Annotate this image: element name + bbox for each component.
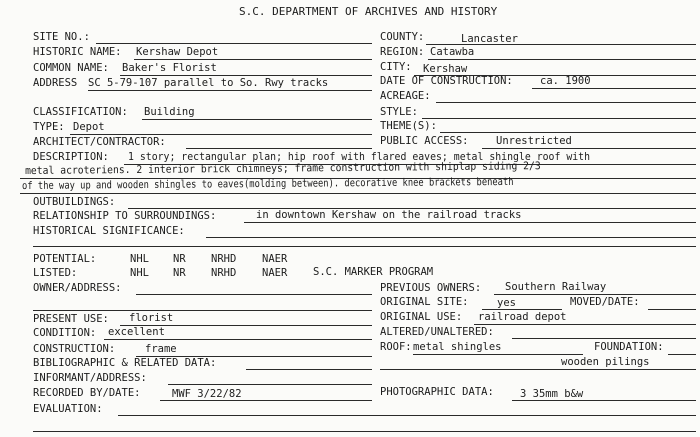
public-access-label: PUBLIC ACCESS:: [380, 135, 469, 147]
address-label: ADDRESS: [33, 77, 78, 89]
type-label: TYPE:: [33, 121, 65, 133]
county-line: [426, 44, 696, 45]
recorded-by-label: RECORDED BY/DATE:: [33, 387, 141, 399]
construction-value: frame: [145, 343, 177, 355]
listed-label: LISTED:: [33, 267, 78, 279]
photographic-data-value: 3 35mm b&w: [520, 388, 584, 400]
historical-significance-line-2: [33, 246, 696, 247]
classification-value: Building: [144, 106, 195, 118]
marker-program-label: S.C. MARKER PROGRAM: [313, 266, 434, 278]
present-use-label: PRESENT USE:: [33, 313, 109, 325]
common-name-line: [120, 75, 372, 76]
potential-code-nr: NR: [173, 253, 186, 265]
style-line: [422, 118, 696, 119]
classification-label: CLASSIFICATION:: [33, 106, 128, 118]
condition-label: CONDITION:: [33, 327, 97, 339]
relationship-value: in downtown Kershaw on the railroad tracks: [256, 209, 522, 221]
moved-date-label: MOVED/DATE:: [570, 296, 640, 308]
architect-label: ARCHITECT/CONTRACTOR:: [33, 136, 166, 148]
region-value: Catawba: [430, 46, 475, 58]
altered-line: [512, 338, 696, 339]
condition-value: excellent: [108, 326, 165, 338]
original-use-value: railroad depot: [478, 311, 567, 323]
roof-line-2: [380, 369, 696, 370]
previous-owners-label: PREVIOUS OWNERS:: [380, 282, 482, 294]
city-value: Kershaw: [423, 63, 468, 75]
historic-name-line: [134, 59, 372, 60]
relationship-line: [244, 222, 696, 223]
address-value: SC 5-79-107 parallel to So. Rwy tracks: [88, 77, 329, 89]
owner-address-label: OWNER/ADDRESS:: [33, 282, 122, 294]
type-line: [70, 134, 372, 135]
county-label: COUNTY:: [380, 31, 425, 43]
classification-line: [142, 119, 372, 120]
informant-label: INFORMANT/ADDRESS:: [33, 372, 147, 384]
foundation-label: FOUNDATION:: [594, 341, 664, 353]
site-no-label: SITE NO.:: [33, 31, 90, 43]
condition-line: [104, 339, 372, 340]
potential-code-nhl: NHL: [130, 253, 149, 265]
public-access-line: [482, 148, 696, 149]
altered-label: ALTERED/UNALTERED:: [380, 326, 494, 338]
original-use-label: ORIGINAL USE:: [380, 311, 463, 323]
recorded-by-line: [160, 400, 372, 401]
historical-significance-line: [206, 237, 696, 238]
description-label: DESCRIPTION:: [33, 151, 109, 163]
city-label: CITY:: [380, 61, 412, 73]
acreage-label: ACREAGE:: [380, 90, 431, 102]
potential-label: POTENTIAL:: [33, 253, 97, 265]
listed-code-naer: NAER: [262, 267, 288, 279]
evaluation-label: EVALUATION:: [33, 403, 103, 415]
moved-date-line: [648, 309, 696, 310]
description-line-1: 1 story; rectangular plan; hip roof with flared eaves; metal shingle roof with: [128, 151, 591, 163]
previous-owners-line: [494, 294, 696, 295]
historical-significance-label: HISTORICAL SIGNIFICANCE:: [33, 225, 185, 237]
outbuildings-label: OUTBUILDINGS:: [33, 196, 116, 208]
evaluation-line: [118, 415, 696, 416]
listed-code-nhl: NHL: [130, 267, 149, 279]
form-title: S.C. DEPARTMENT OF ARCHIVES AND HISTORY: [239, 5, 498, 18]
bibliographic-label: BIBLIOGRAPHIC & RELATED DATA:: [33, 357, 217, 369]
date-of-construction-line: [532, 88, 696, 89]
photographic-data-label: PHOTOGRAPHIC DATA:: [380, 386, 494, 398]
historic-name-value: Kershaw Depot: [136, 46, 219, 58]
listed-code-nr: NR: [173, 267, 186, 279]
previous-owners-value: Southern Railway: [505, 281, 607, 293]
foundation-value: wooden pilings: [561, 356, 650, 368]
description-rule-3: [20, 193, 696, 194]
foundation-line: [668, 354, 696, 355]
style-label: STYLE:: [380, 106, 418, 118]
original-use-line: [474, 324, 696, 325]
architect-line: [186, 148, 372, 149]
date-of-construction-label: DATE OF CONSTRUCTION:: [380, 75, 513, 87]
bibliographic-line: [246, 369, 372, 370]
photographic-data-line: [512, 400, 696, 401]
informant-line: [168, 384, 372, 385]
roof-value: metal shingles: [413, 341, 502, 353]
date-of-construction-value: ca. 1900: [540, 75, 591, 87]
description-line-3: of the way up and wooden shingles to eaves(molding between). decorative knee brackets beneath: [22, 175, 514, 192]
common-name-label: COMMON NAME:: [33, 62, 109, 74]
historic-name-label: HISTORIC NAME:: [33, 46, 122, 58]
acreage-line: [436, 102, 696, 103]
public-access-value: Unrestricted: [496, 135, 572, 147]
region-line: [428, 59, 696, 60]
construction-label: CONSTRUCTION:: [33, 343, 116, 355]
original-site-value: yes: [497, 297, 516, 309]
site-no-line: [96, 43, 372, 44]
common-name-value: Baker's Florist: [122, 62, 217, 74]
original-site-line: [482, 309, 562, 310]
theme-line: [440, 132, 696, 133]
roof-label: ROOF:: [380, 341, 412, 353]
recorded-by-value: MWF 3/22/82: [172, 388, 242, 400]
evaluation-line-2: [33, 431, 696, 432]
relationship-label: RELATIONSHIP TO SURROUNDINGS:: [33, 210, 217, 222]
original-site-label: ORIGINAL SITE:: [380, 296, 469, 308]
description-line-2: metal acroteriens. 2 interior brick chimneys; frame construction with shiplap siding 2/3: [25, 160, 541, 177]
county-value: Lancaster: [461, 33, 518, 45]
listed-code-nrhd: NRHD: [211, 267, 237, 279]
region-label: REGION:: [380, 46, 425, 58]
potential-code-nrhd: NRHD: [211, 253, 237, 265]
roof-line: [413, 354, 583, 355]
type-value: Depot: [73, 121, 105, 133]
owner-address-line-2: [33, 310, 372, 311]
theme-label: THEME(S):: [380, 120, 437, 132]
owner-address-line: [136, 294, 372, 295]
potential-code-naer: NAER: [262, 253, 288, 265]
address-line: [88, 90, 372, 91]
present-use-value: florist: [129, 312, 174, 324]
